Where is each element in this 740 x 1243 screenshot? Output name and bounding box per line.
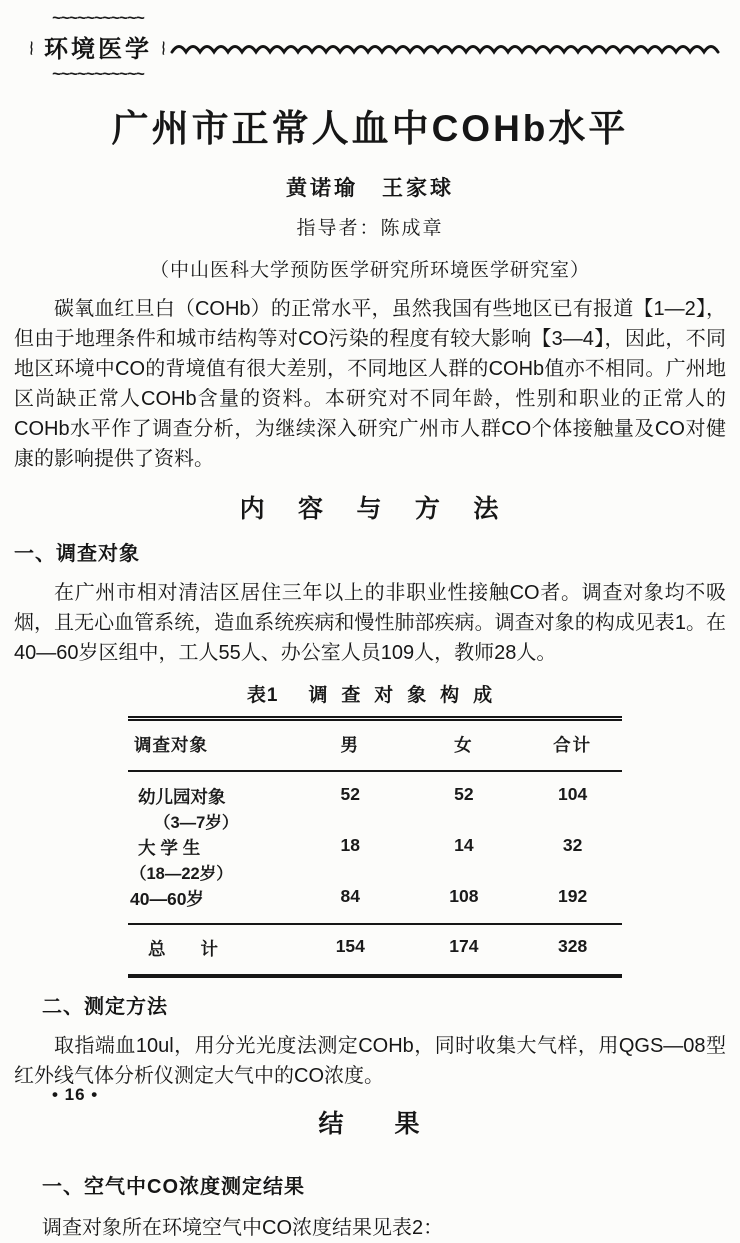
table1-row3-total: 192: [557, 886, 588, 906]
table1-row2-female: 14: [454, 835, 474, 855]
tagbox-ornament-right: ~~: [156, 40, 172, 54]
table-row: [128, 834, 622, 885]
table1-row3-male: 84: [340, 886, 361, 906]
table1-caption: [0, 680, 740, 707]
affiliation-line: （中山医科大学预防医学研究所环境医学研究室）: [149, 260, 590, 281]
table1-row3-female: 108: [449, 886, 479, 906]
table1-header-row: [128, 719, 622, 772]
tagbox-ornament-left: ~~: [24, 40, 40, 54]
table1-total-label: 总 计: [128, 924, 296, 976]
table-row: [128, 885, 622, 924]
paragraph-co-results: 调查对象所在环境空气中CO浓度结果见表2：: [42, 1217, 444, 1239]
table1-row1-female: 52: [454, 784, 474, 804]
table1-total-row: [128, 924, 622, 976]
authors-line: 黄诺瑜 王家球: [286, 177, 454, 200]
section-heading-methods: 内 容 与 方 法: [239, 495, 501, 523]
table1-row2-label-cell: [128, 834, 296, 885]
table1-caption-title: 调 查 对 象 构 成: [308, 685, 494, 706]
table1-header: [128, 719, 622, 772]
table1-total-total: 328: [523, 924, 622, 976]
advisor-line: 指导者：陈成章: [296, 218, 444, 239]
table1-total-male: 154: [296, 924, 405, 976]
page-header: [0, 0, 740, 92]
journal-column-label: 环境医学: [44, 36, 152, 63]
tagbox-ornament-top: ~~~~~~~~~~~: [52, 10, 144, 27]
table-row: [128, 771, 622, 834]
subsection-title-co-results: 一、空气中CO浓度测定结果: [42, 1176, 305, 1198]
table1-survey-subjects: [128, 716, 622, 978]
table1-header-female: 女: [405, 719, 524, 772]
article-title: 广州市正常人血中COHb水平: [111, 108, 629, 149]
table1-row2-sublabel: （18—22岁）: [130, 865, 233, 883]
table1-row1-sublabel: （3—7岁）: [154, 814, 239, 832]
table1-row3-label-cell: [128, 885, 296, 924]
table1-row2-label: 大 学 生: [138, 838, 201, 858]
table1-footer: [128, 924, 622, 976]
table1-row3-label: 40—60岁: [130, 889, 204, 909]
paragraph-measurement: 取指端血10ul，用分光光度法测定COHb，同时收集大气样，用QGS—08型红外线气体分析仪测定大气中的CO浓度。: [14, 1035, 726, 1087]
wavy-divider: [170, 40, 730, 63]
intro-paragraph: 碳氧血红旦白（COHb）的正常水平，虽然我国有些地区已有报道【1—2】，但由于地理条件和城市结构等对CO污染的程度有较大影响【3—4】，因此，不同地区环境中CO的背境值有很大差别，不同地区人群的COHb值亦不相同。广州地区尚缺正常人COHb含量的资料。本研究对不同年龄，性别和职业的正常人的COHb水平作了调查分析，为继续深入研究广州市人群CO个体接触量及CO对健康的影响提供了资料。: [14, 298, 726, 470]
paragraph-subjects: 在广州市相对清洁区居住三年以上的非职业性接触CO者。调查对象均不吸烟，且无心血管系统，造血系统疾病和慢性肺部疾病。调查对象的构成见表1。在40—60岁区组中，工人55人、办公室人员109人，教师28人。: [14, 582, 726, 664]
section-heading-results: 结 果: [318, 1110, 422, 1138]
wavy-divider-path: [172, 47, 718, 53]
table1-row1-label: 幼儿园对象: [138, 787, 226, 807]
table1-header-male: 男: [296, 719, 405, 772]
journal-column-tag-box: [24, 10, 172, 83]
subsection-title-subjects: 一、调查对象: [14, 543, 140, 565]
table1-row2-male: 18: [340, 835, 361, 855]
table1-row2-total: 32: [562, 835, 583, 855]
subsection-title-measurement: 二、测定方法: [42, 996, 168, 1018]
table1-row1-total: 104: [557, 784, 588, 804]
table1-row1-male: 52: [340, 784, 361, 804]
table1-header-total: 合计: [523, 719, 622, 772]
table1-total-female: 174: [405, 924, 524, 976]
table1-body: [128, 771, 622, 924]
tagbox-middle: [26, 24, 170, 70]
table1-caption-label: 表1: [246, 685, 279, 706]
table1-header-subject: 调查对象: [128, 719, 296, 772]
page-number: • 16 •: [52, 1085, 99, 1104]
table1-row1-label-cell: [128, 771, 296, 834]
tagbox-ornament-bottom: ~~~~~~~~~~~: [52, 66, 144, 83]
